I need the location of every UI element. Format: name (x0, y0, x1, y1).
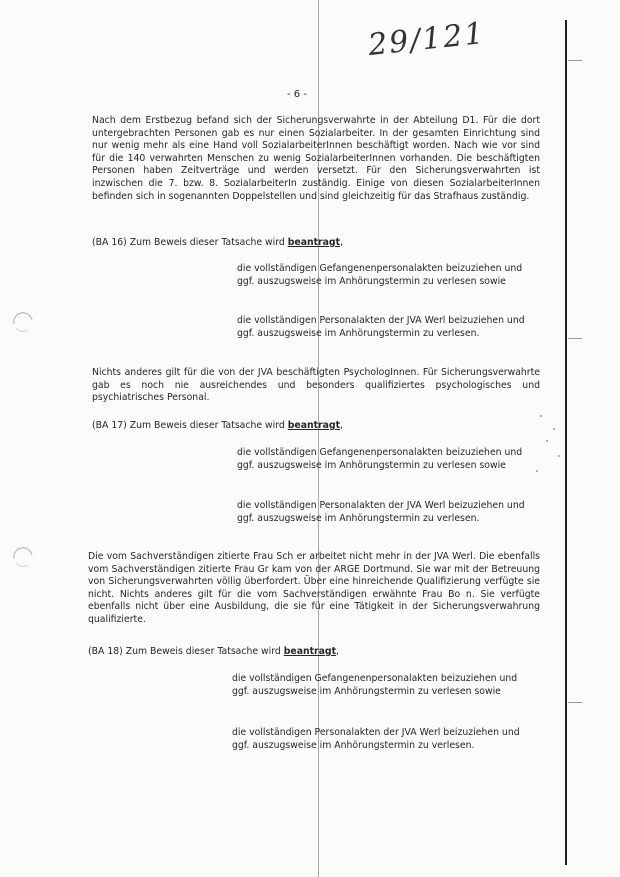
page-number: - 6 - (287, 89, 307, 100)
scan-speck (558, 455, 560, 457)
request-punct: , (336, 646, 339, 657)
request-text: (BA 16) Zum Beweis dieser Tatsache wird (92, 237, 288, 248)
paragraph-cited-staff: Die vom Sachverständigen zitierte Frau Sch er arbeitet nicht mehr in der JVA Werl. Die ebenfalls vom Sachverständigen zitierte Frau Gr kam von der ARGE Dortmund. Sie war mit der Betreuung von Sicherungsverwahrten völlig überfordert. Über eine hinreichende Qualifizierung verfügte sie nicht. Nichts anderes gilt für die vom Sachverständigen erwähnte Frau Bo n. Sie verfügte ebenfalls nicht über eine Ausbildung, die sie für eine Tätigkeit in der Sicherungsverwahrung qualifizierte. (88, 551, 540, 625)
request-punct: , (340, 237, 343, 248)
evidence-item: die vollständigen Personalakten der JVA Werl beizuziehen und ggf. auszugsweise im Anhörungstermin zu verlesen. (237, 500, 525, 524)
scan-speck (546, 440, 548, 442)
scan-speck (540, 415, 542, 417)
request-punct: , (340, 420, 343, 431)
scan-mark (568, 702, 582, 703)
evidence-item: die vollständigen Gefangenenpersonalakten beizuziehen und ggf. auszugsweise im Anhörungstermin zu verlesen sowie (237, 263, 523, 287)
evidence-request-ba18 (88, 646, 339, 657)
punch-hole-icon (10, 543, 36, 569)
handwritten-reference: 29/121 (366, 15, 488, 64)
paragraph-psychologists: Nichts anderes gilt für die von der JVA beschäftigten PsychologInnen. Für Sicherungsverwahrte gab es noch nie ausreichendes und besonders qualifiziertes psychologisches und psychiatrisches Personal. (92, 367, 540, 404)
punch-hole-icon (10, 308, 36, 334)
evidence-request-ba17 (92, 420, 343, 431)
evidence-item: die vollständigen Personalakten der JVA Werl beizuziehen und ggf. auszugsweise im Anhörungstermin zu verlesen. (237, 315, 525, 339)
request-keyword: beantragt (283, 646, 337, 657)
evidence-request-ba16 (92, 237, 343, 248)
scan-mark (568, 338, 582, 339)
scan-edge-line (565, 20, 567, 865)
evidence-item: die vollständigen Gefangenenpersonalakten beizuziehen und ggf. auszugsweise im Anhörungstermin zu verlesen sowie (237, 447, 523, 471)
scan-speck (553, 428, 555, 430)
paragraph-social-workers: Nach dem Erstbezug befand sich der Sicherungsverwahrte in der Abteilung D1. Für die dort untergebrachten Personen gab es nur einen Sozialarbeiter. In der gesamten Einrichtung sind nur wenig mehr als eine Hand voll SozialarbeiterInnen beschäftigt worden. Nach wie vor sind für die 140 verwahrten Menschen zu wenig SozialarbeiterInnen vorhanden. Die beschäftigten Personen haben Zeitverträge und werden versetzt. Für den Sicherungsverwahrten ist inzwischen die 7. bzw. 8. SozialarbeiterIn zuständig. Einige von diesen SozialarbeiterInnen befinden sich in sogenannten Doppelstellen und sind gleichzeitig für das Strafhaus zuständig. (92, 115, 540, 202)
evidence-item: die vollständigen Gefangenenpersonalakten beizuziehen und ggf. auszugsweise im Anhörungstermin zu verlesen sowie (232, 673, 518, 697)
evidence-item: die vollständigen Personalakten der JVA Werl beizuziehen und ggf. auszugsweise im Anhörungstermin zu verlesen. (232, 727, 520, 751)
request-text: (BA 18) Zum Beweis dieser Tatsache wird (88, 646, 284, 657)
request-text: (BA 17) Zum Beweis dieser Tatsache wird (92, 420, 288, 431)
scan-mark (568, 60, 582, 61)
request-keyword: beantragt (287, 420, 341, 431)
request-keyword: beantragt (287, 237, 341, 248)
